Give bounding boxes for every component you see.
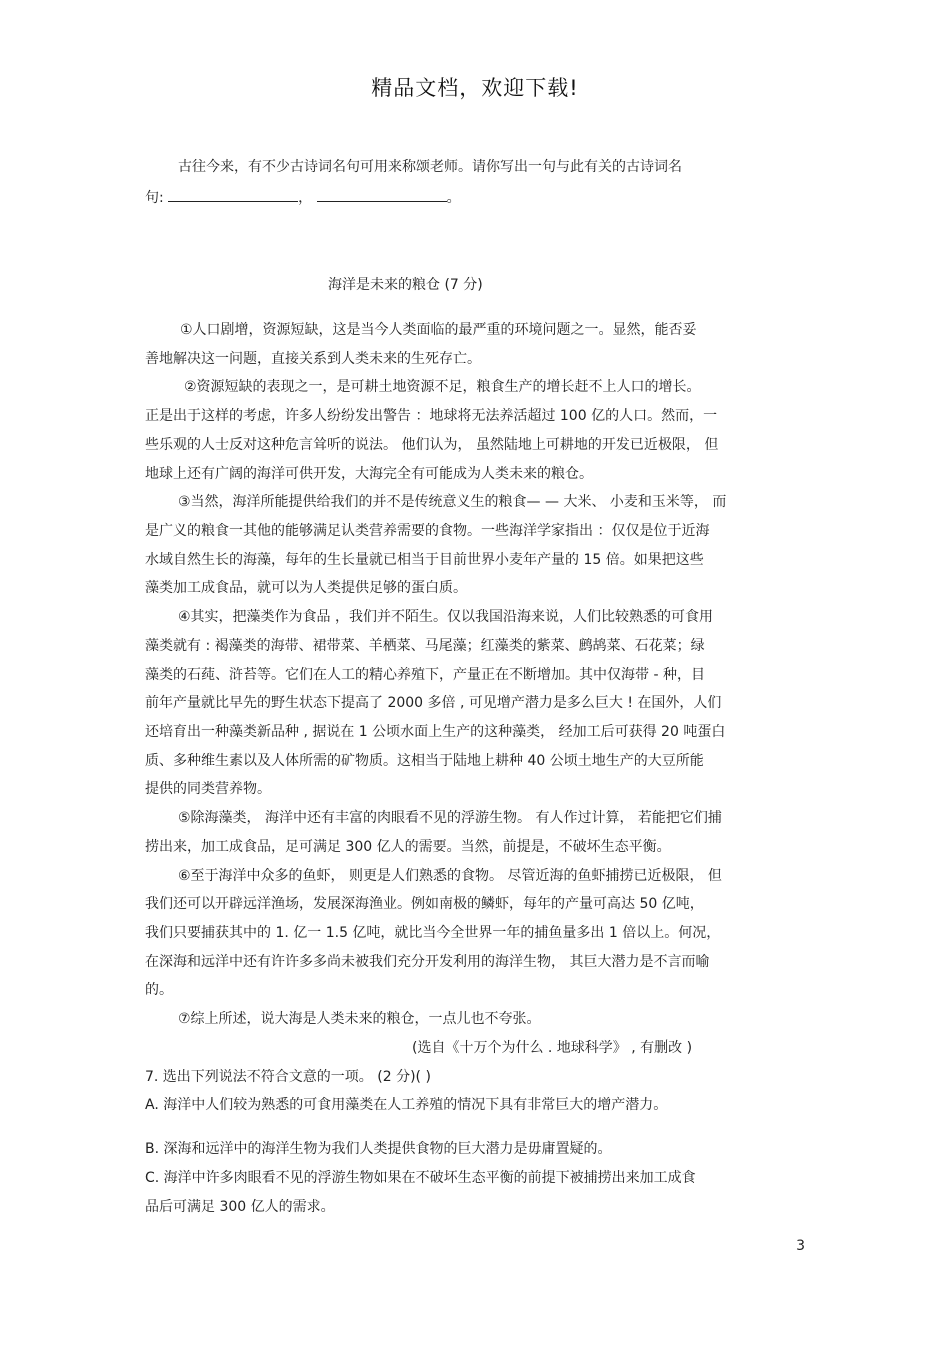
option-c-line-2: 品后可满足 300 亿人的需求。 xyxy=(145,1199,335,1215)
article-line: 在深海和远洋中还有许许多多尚未被我们充分开发利用的海洋生物， 其巨大潜力是不言而喻 xyxy=(145,954,710,970)
article-line: 我们还可以开辟远洋渔场，发展深海渔业。例如南极的鳞虾，每年的产量可高达 50 亿吨， xyxy=(145,896,704,912)
article-source: (选自《十万个为什么 . 地球科学》 , 有删改 ) xyxy=(412,1040,693,1056)
page-number: 3 xyxy=(796,1238,805,1254)
article-line: ⑥至于海洋中众多的鱼虾， 则更是人们熟悉的食物。 尽管近海的鱼虾捕捞已近极限， 但 xyxy=(178,868,722,884)
intro-line-2 xyxy=(145,187,461,208)
article-line: 藻类的石莼、浒苔等。它们在人工的精心养殖下，产量正在不断增加。其中仅海带 - 种，目 xyxy=(145,667,705,683)
article-line: 正是出于这样的考虑，许多人纷纷发出警告 ：地球将无法养活超过 100 亿的人口。然而，一 xyxy=(145,408,718,424)
article-title: 海洋是未来的粮仓 (7 分) xyxy=(328,277,483,293)
option-c-line-1: C. 海洋中许多肉眼看不见的浮游生物如果在不破坏生态平衡的前提下被捕捞出来加工成食 xyxy=(145,1170,696,1186)
intro-line-1: 古往今来，有不少古诗词名句可用来称颂老师。请你写出一句与此有关的古诗词名 xyxy=(178,159,682,175)
article-line: ④其实，把藻类作为食品 ，我们并不陌生。仅以我国沿海来说，人们比较熟悉的可食用 xyxy=(178,609,713,625)
article-line: 善地解决这一问题，直接关系到人类未来的生死存亡。 xyxy=(145,351,481,367)
article-line: 前年产量就比早先的野生状态下提高了 2000 多倍 , 可见增产潜力是多么巨大 ! 在国外，人们 xyxy=(145,695,722,711)
article-line: 水域自然生长的海藻，每年的生长量就已相当于目前世界小麦年产量的 15 倍。如果把这些 xyxy=(145,552,704,568)
article-line: ⑦综上所述，说大海是人类未来的粮仓，一点儿也不夸张。 xyxy=(178,1011,541,1027)
answer-blank-1[interactable] xyxy=(168,187,298,202)
article-line: 我们只要捕获其中的 1. 亿一 1.5 亿吨，就比当今全世界一年的捕鱼量多出 1 倍以上。何况， xyxy=(145,925,721,941)
article-line: 提供的同类营养物。 xyxy=(145,781,271,797)
article-line: 质、多种维生素以及人体所需的矿物质。这相当于陆地上耕种 40 公顷土地生产的大豆所能 xyxy=(145,753,704,769)
option-b: B. 深海和远洋中的海洋生物为我们人类提供食物的巨大潜力是毋庸置疑的。 xyxy=(145,1141,612,1157)
intro-prefix: 句: xyxy=(145,190,164,206)
article-line: 捞出来，加工成食品，足可满足 300 亿人的需要。当然，前提是，不破坏生态平衡。 xyxy=(145,839,671,855)
intro-separator: ， xyxy=(298,190,313,206)
article-line: 藻类就有 : 褐藻类的海带、裙带菜、羊栖菜、马尾藻；红藻类的紫菜、鹧鸪菜、石花菜；绿 xyxy=(145,638,705,654)
article-line: 的。 xyxy=(145,982,173,998)
article-line: 还培育出一种藻类新品种 , 据说在 1 公顷水面上生产的这种藻类， 经加工后可获得 20 吨蛋白 xyxy=(145,724,726,740)
article-line: ①人口剧增，资源短缺，这是当今人类面临的最严重的环境问题之一。显然，能否妥 xyxy=(180,322,697,338)
intro-end: 。 xyxy=(446,190,461,206)
article-line: 藻类加工成食品，就可以为人类提供足够的蛋白质。 xyxy=(145,580,467,596)
article-line: ⑤除海藻类， 海洋中还有丰富的肉眼看不见的浮游生物。 有人作过计算， 若能把它们捕 xyxy=(178,810,722,826)
option-a: A. 海洋中人们较为熟悉的可食用藻类在人工养殖的情况下具有非常巨大的增产潜力。 xyxy=(145,1097,668,1113)
article-line: ③当然，海洋所能提供给我们的并不是传统意义生的粮食— — 大米、 小麦和玉米等， 而 xyxy=(178,494,727,510)
article-line: 是广义的粮食一其他的能够满足认类营养需要的食物。一些海洋学家指出 ：仅仅是位于近海 xyxy=(145,523,710,539)
page-header: 精品文档，欢迎下载! xyxy=(371,76,579,100)
question-stem: 7. 选出下列说法不符合文意的一项。 (2 分)( ) xyxy=(145,1069,431,1085)
article-line: ②资源短缺的表现之一，是可耕土地资源不足，粮食生产的增长赶不上人口的增长。 xyxy=(184,379,701,395)
answer-blank-2[interactable] xyxy=(317,187,447,202)
article-line: 地球上还有广阔的海洋可供开发，大海完全有可能成为人类未来的粮仓。 xyxy=(145,466,593,482)
article-line: 些乐观的人士反对这种危言耸听的说法。 他们认为， 虽然陆地上可耕地的开发已近极限， 但 xyxy=(145,437,719,453)
